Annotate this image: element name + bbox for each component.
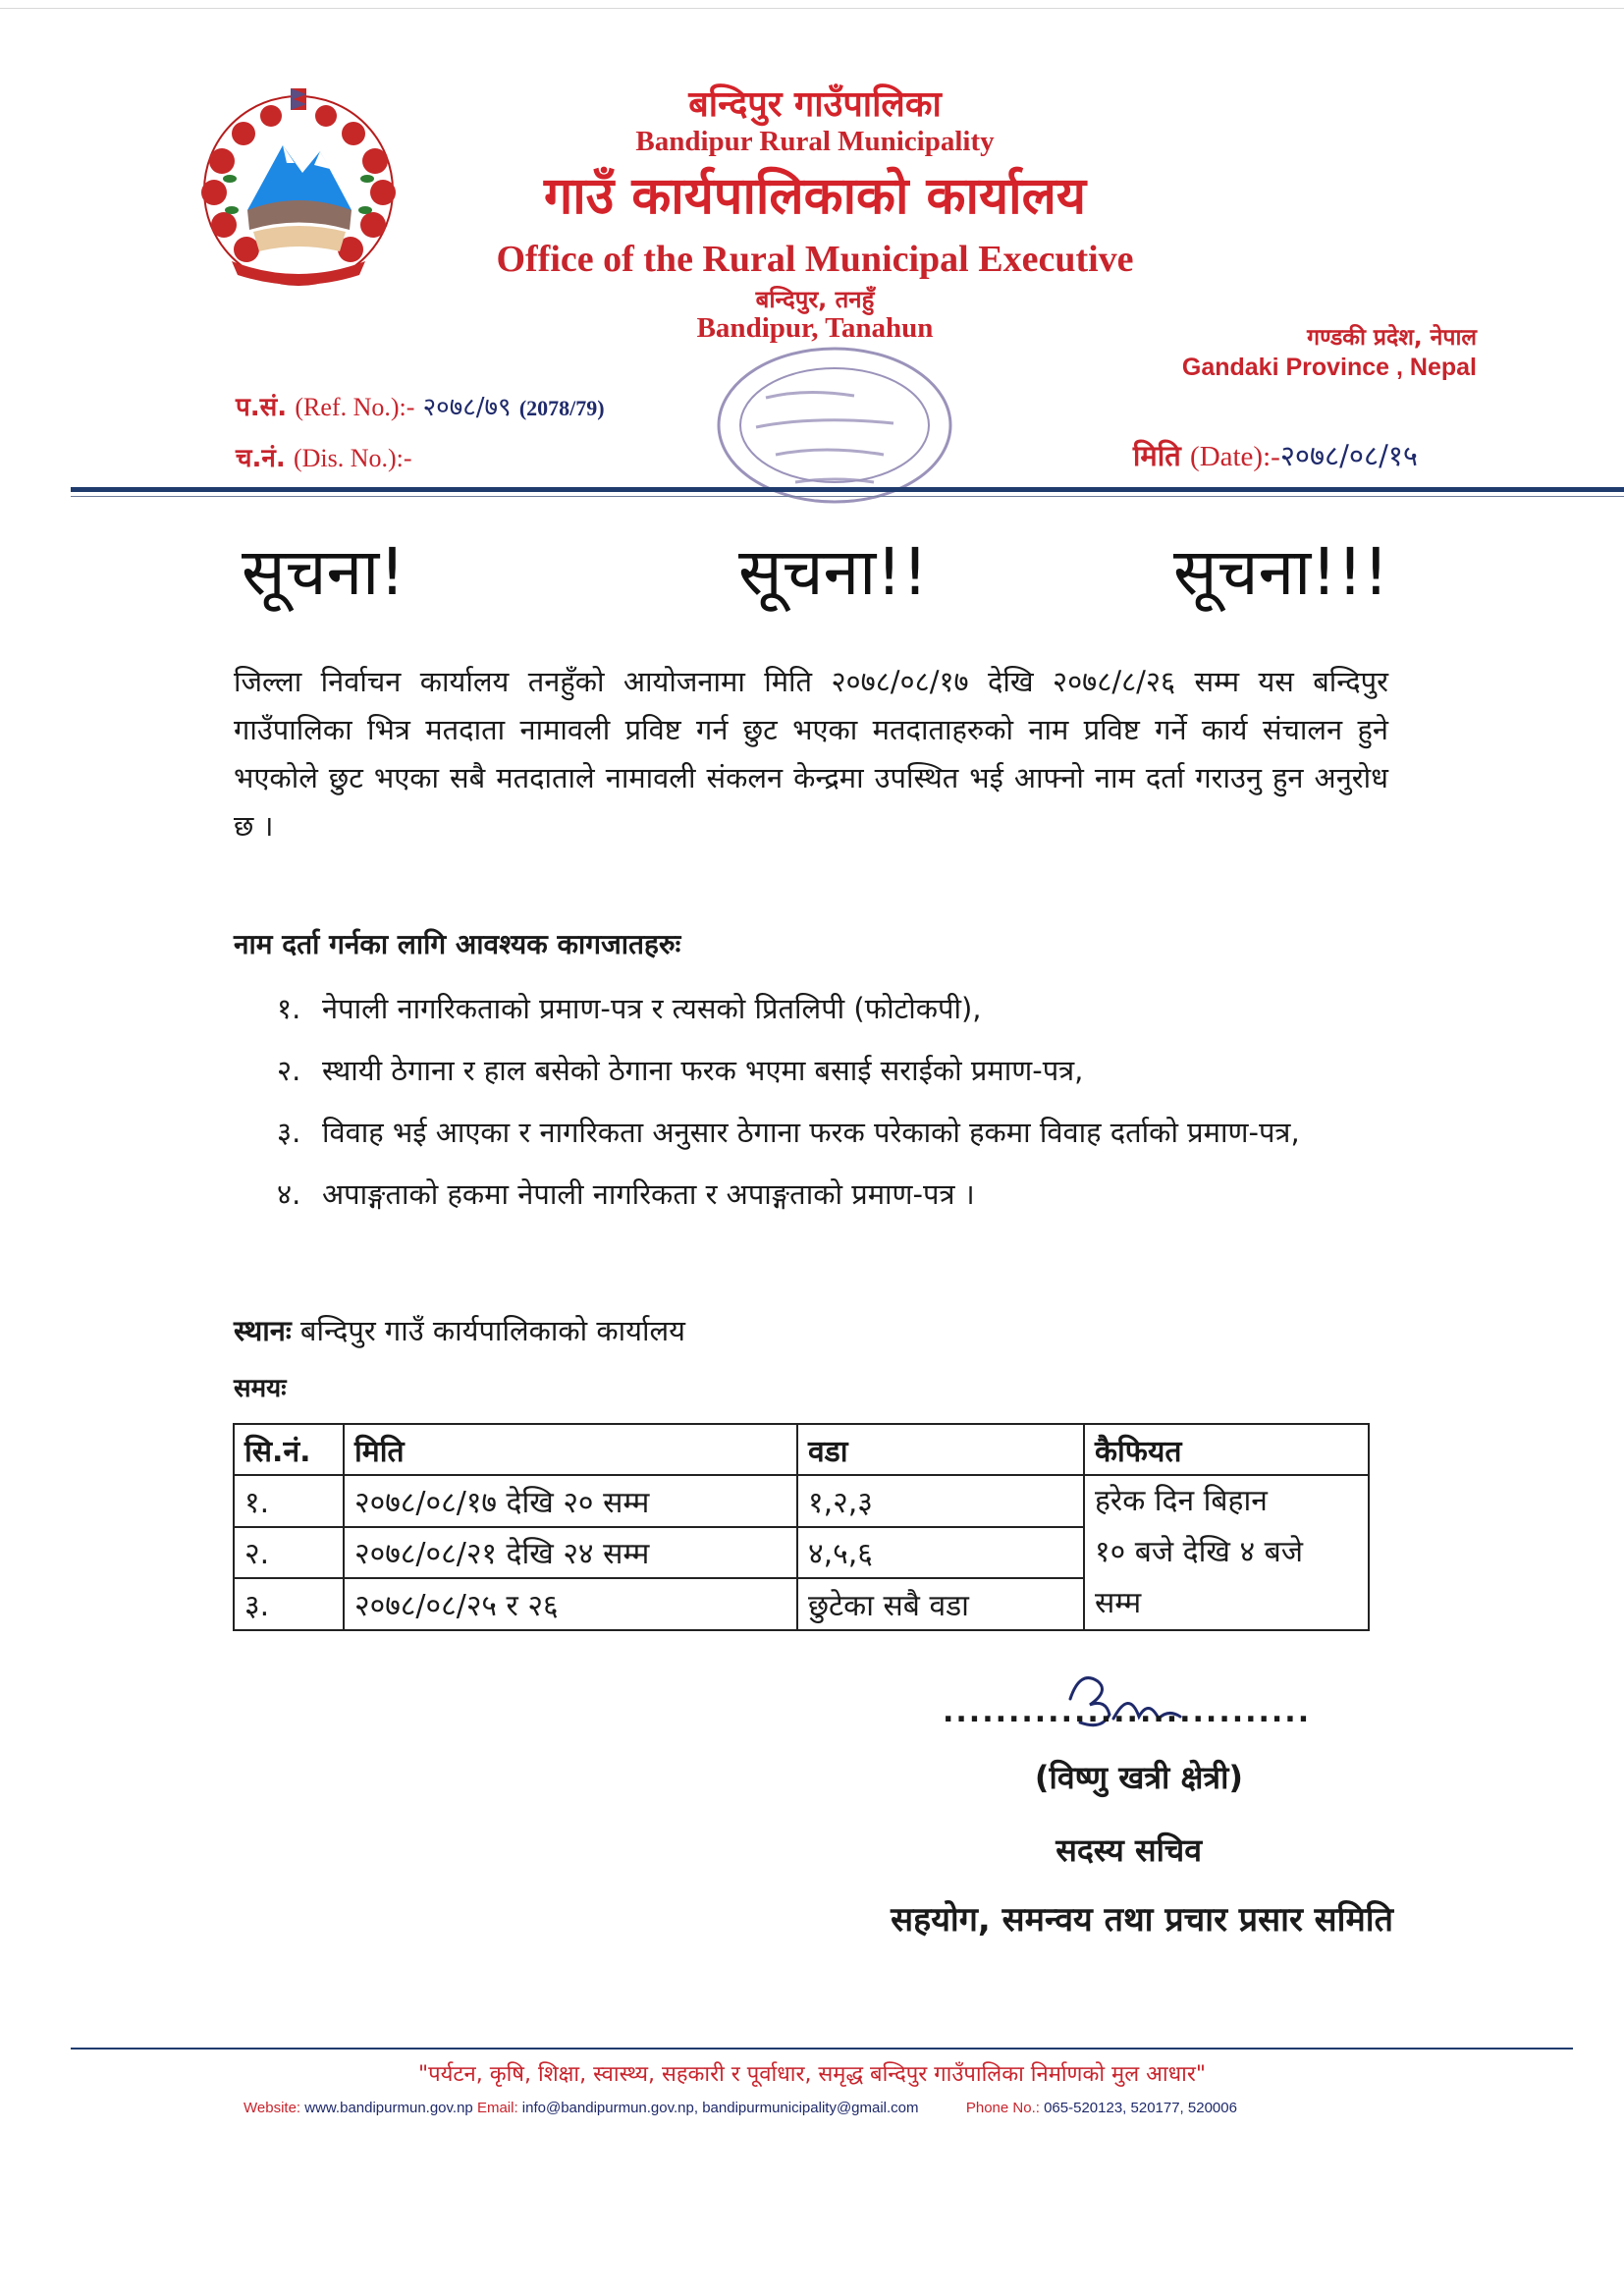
list-item (277, 1171, 1396, 1219)
signatory-title: सदस्य सचिव (1056, 1831, 1202, 1869)
list-item-text: नेपाली नागरिकताको प्रमाण-पत्र र त्यसको प्रितलिपी (फोटोकपी), (322, 992, 982, 1025)
province-english: Gandaki Province , Nepal (1181, 354, 1477, 381)
website-label: Website: (244, 2100, 301, 2116)
office-stamp-icon (707, 339, 962, 511)
schedule-table (233, 1423, 1370, 1631)
list-item-number: १. (277, 992, 301, 1025)
date-label-nepali: मिति (1132, 439, 1181, 472)
list-item (277, 1047, 1396, 1095)
dispatch-number (236, 439, 412, 474)
ref-value-english: (2078/79) (518, 396, 605, 420)
footer-slogan: "पर्यटन, कृषि, शिक्षा, स्वास्थ्य, सहकारी र पूर्वाधार, समृद्ध बन्दिपुर गाउँपालिका निर्माणको मुल आधार" (418, 2062, 1206, 2087)
notice-body-paragraph: जिल्ला निर्वाचन कार्यालय तनहुँको आयोजनामा मिति २०७८/०८/१७ देखि २०७८/८/२६ सम्म यस बन्दिपुर गाउँपालिका भित्र मतदाता नामावली प्रविष्ट गर्न छुट भएका मतदाताहरुको नाम प्रविष्ट गर्ने कार्य संचालन हुने भएकोले छुट भएका सबै मतदाताले नामावली संकलन केन्द्रमा उपस्थित भई आफ्नो नाम दर्ता गराउनु हुन अनुरोध छ । (234, 665, 1388, 843)
column-header-remarks: कैफियत (1084, 1424, 1369, 1475)
column-header-date: मिति (344, 1424, 797, 1475)
column-header-ward: वडा (797, 1424, 1084, 1475)
date-value: २०७८/०८/१५ (1279, 439, 1418, 472)
email-link[interactable]: info@bandipurmun.gov.np, bandipurmunicipality@gmail.com (521, 2100, 919, 2116)
cell-serial: ३. (234, 1578, 344, 1630)
column-header-serial: सि.नं. (234, 1424, 344, 1475)
ref-label-english: (Ref. No.):- (295, 393, 415, 421)
ref-value: २०७८/७९ (422, 393, 512, 422)
reference-number (236, 388, 605, 423)
table-header-row (234, 1424, 1369, 1475)
committee-name: सहयोग, समन्वय तथा प्रचार प्रसार समिति (891, 1900, 1393, 1940)
phone-numbers: 065-520123, 520177, 520006 (1044, 2100, 1237, 2116)
nepal-emblem-icon (192, 82, 405, 289)
notice-heading-1: सूचना! (242, 534, 406, 610)
table-row (234, 1475, 1369, 1527)
list-item-number: २. (277, 1054, 301, 1087)
list-item-text: स्थायी ठेगाना र हाल बसेको ठेगाना फरक भएमा बसाई सराईको प्रमाण-पत्र, (322, 1054, 1084, 1087)
remark-line: हरेक दिन बिहान (1095, 1484, 1268, 1518)
footer-contact (244, 2100, 1237, 2116)
location-english: Bandipur, Tanahun (696, 312, 934, 344)
email-label: Email: (476, 2100, 518, 2116)
requirements-list (277, 985, 1396, 1232)
location-nepali: बन्दिपुर, तनहुँ (755, 286, 875, 313)
venue-label: स्थानः (234, 1314, 292, 1347)
scan-edge-line (0, 8, 1624, 9)
ref-label-nepali: प.सं. (236, 393, 288, 422)
remark-line: सम्म (1095, 1586, 1142, 1620)
cell-date: २०७८/०८/१७ देखि २० सम्म (344, 1475, 797, 1527)
date-label-english: (Date):- (1190, 441, 1280, 472)
cell-serial: २. (234, 1527, 344, 1579)
list-item-number: ३. (277, 1116, 301, 1149)
footer-divider (71, 2048, 1573, 2050)
cell-serial: १. (234, 1475, 344, 1527)
cell-date: २०७८/०८/२१ देखि २४ सम्म (344, 1527, 797, 1579)
signature-line: ............................ (943, 1695, 1312, 1729)
list-item-text: विवाह भई आएका र नागरिकता अनुसार ठेगाना फरक परेकाको हकमा विवाह दर्ताको प्रमाण-पत्र, (322, 1116, 1300, 1149)
dis-label-english: (Dis. No.):- (293, 444, 412, 472)
office-name-english: Office of the Rural Municipal Executive (496, 239, 1134, 280)
notice-heading-3: सूचना!!! (1173, 534, 1389, 610)
notice-heading-2: सूचना!! (738, 534, 929, 610)
venue-value: बन्दिपुर गाउँ कार्यपालिकाको कार्यालय (299, 1314, 685, 1347)
list-item-number: ४. (277, 1177, 301, 1211)
cell-ward: १,२,३ (797, 1475, 1084, 1527)
list-item (277, 985, 1396, 1033)
list-item (277, 1109, 1396, 1157)
office-name-nepali: गाउँ कार्यपालिकाको कार्यालय (544, 167, 1086, 226)
website-link[interactable]: www.bandipurmun.gov.np (304, 2100, 473, 2116)
province-nepali: गण्डकी प्रदेश, नेपाल (1307, 325, 1477, 351)
letter-date (1133, 436, 1418, 474)
signatory-name: (विष्णु खत्री क्षेत्री) (1034, 1759, 1243, 1796)
header-divider (71, 487, 1624, 492)
dis-label-nepali: च.नं. (236, 444, 286, 473)
cell-ward: ४,५,६ (797, 1527, 1084, 1579)
cell-date: २०७८/०८/२५ र २६ (344, 1578, 797, 1630)
requirements-heading: नाम दर्ता गर्नका लागि आवश्यक कागजातहरुः (234, 928, 681, 960)
list-item-text: अपाङ्गताको हकमा नेपाली नागरिकता र अपाङ्गताको प्रमाण-पत्र । (322, 1177, 975, 1211)
remark-line: १० बजे देखि ४ बजे (1095, 1535, 1303, 1569)
header-divider-thin (71, 496, 1624, 497)
cell-remarks (1084, 1475, 1369, 1630)
municipality-name-english: Bandipur Rural Municipality (635, 126, 995, 157)
cell-ward: छुटेका सबै वडा (797, 1578, 1084, 1630)
municipality-name-nepali: बन्दिपुर गाउँपालिका (688, 84, 942, 125)
phone-label: Phone No.: (965, 2100, 1040, 2116)
venue (234, 1311, 685, 1349)
schedule-label: समयः (234, 1374, 287, 1403)
